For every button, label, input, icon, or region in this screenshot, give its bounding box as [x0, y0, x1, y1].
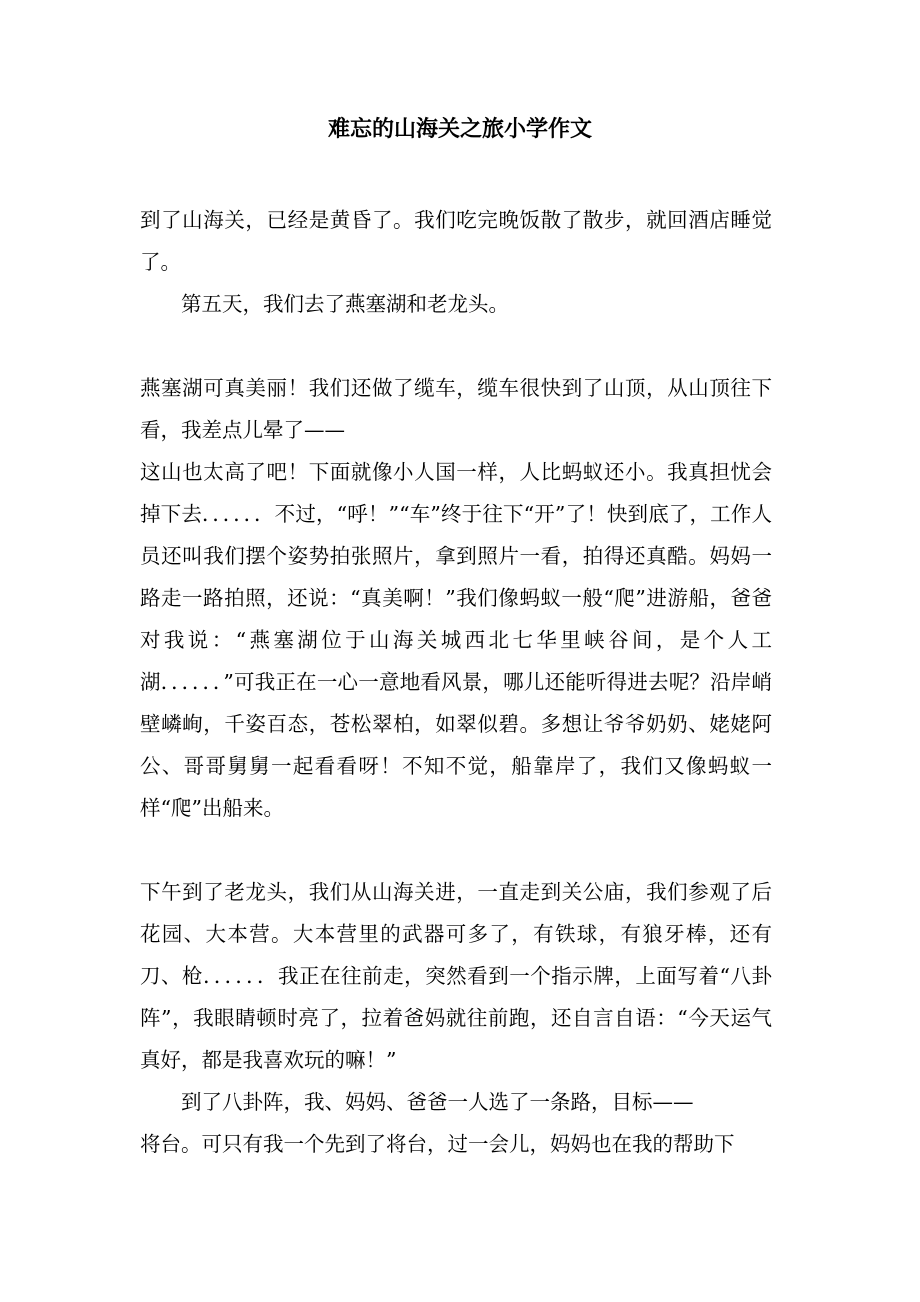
paragraph-arrival: 到了山海关，已经是黄昏了。我们吃完晚饭散了散步，就回酒店睡觉了。 — [140, 208, 772, 274]
paragraph-day-five: 第五天，我们去了燕塞湖和老龙头。 — [181, 292, 509, 316]
paragraph-cable-car-boat: 这山也太高了吧！下面就像小人国一样，人比蚂蚁还小。我真担忧会掉下去．．．．．．不过，“呼！”“车”终于往下“开”了！快到底了，工作人员还叫我们摆个姿势拍张照片，拿到照片一看，拍得还真酷。妈妈一路走一路拍照，还说：“真美啊！”我们像蚂蚁一般“爬”进游船，爸爸对我说：“燕塞湖位于山海关城西北七华里峡谷间，是个人工湖．．．．．．”可我正在一心一意地看风景，哪儿还能听得进去呢？沿岸峭壁嶙峋，千姿百态，苍松翠柏，如翠似碧。多想让爷爷奶奶、姥姥阿公、哥哥舅舅一起看看呀！不知不觉，船靠岸了，我们又像蚂蚁一样“爬”出船来。 — [140, 460, 772, 820]
document-title: 难忘的山海关之旅小学作文 — [327, 116, 592, 142]
paragraph-yansai-lake: 燕塞湖可真美丽！我们还做了缆车，缆车很快到了山顶，从山顶往下看，我差点儿晕了—— — [140, 376, 772, 442]
paragraph-gap — [140, 829, 772, 871]
paragraph-bagua-maze: 到了八卦阵，我、妈妈、爸爸一人选了一条路，目标—— — [181, 1090, 694, 1114]
paragraph-gap — [140, 325, 772, 367]
paragraph-old-dragon-head: 下午到了老龙头，我们从山海关进，一直走到关公庙，我们参观了后花园、大本营。大本营里的武器可多了，有铁球，有狼牙棒，还有刀、枪．．．．．．我正在往前走，突然看到一个指示牌，上面写着“八卦阵”，我眼睛顿时亮了，拉着爸妈就往前跑，还自言自语：“今天运气真好，都是我喜欢玩的嘛！” — [140, 880, 772, 1072]
paragraph-general-platform: 将台。可只有我一个先到了将台，过一会儿，妈妈也在我的帮助下 — [140, 1132, 735, 1156]
document-body — [140, 199, 772, 1165]
